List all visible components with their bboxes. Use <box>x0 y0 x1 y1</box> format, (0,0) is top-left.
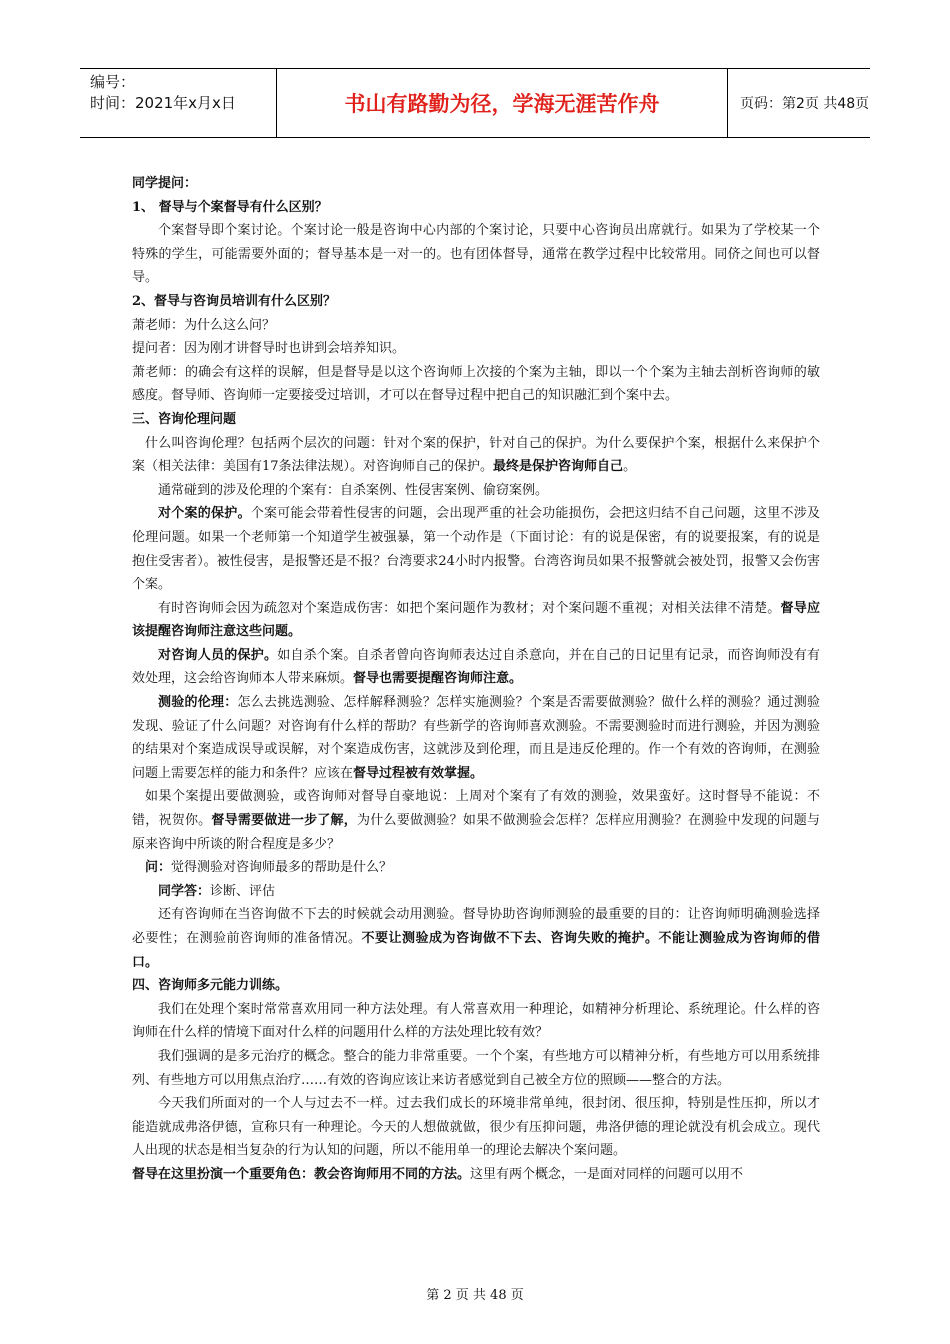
paragraph <box>132 1163 820 1187</box>
paragraph: 今天我们所面对的一个人与过去不一样。过去我们成长的环境非常单纯，很封闭、很压抑，特别是性压抑，所以才能造就成弗洛伊德，宣称只有一种理论。今天的人想做就做，很少有压抑问题，弗洛伊德的理论就没有机会成立。现代人出现的状态是相当复杂的行为认知的问题，所以不能用单一的理论去解决个案问题。 <box>132 1096 820 1159</box>
paragraph <box>132 432 820 479</box>
header-motto-cell <box>276 69 728 137</box>
emphasis-text: 最终是保护咨询师自己 <box>493 459 624 475</box>
emphasis-text: 督导需要做进一步了解， <box>211 813 358 829</box>
paragraph <box>132 785 820 856</box>
header-page-info: 页码：第2页 共48页 <box>740 96 870 112</box>
section-heading: 三、咨询伦理问题 <box>132 411 237 427</box>
header-meta <box>80 69 276 137</box>
paragraph <box>132 880 820 904</box>
emphasis-text: 同学答： <box>158 883 211 899</box>
text-run: 。 <box>623 459 637 475</box>
question-heading: 1、 督导与个案督导有什么区别？ <box>132 199 328 215</box>
emphasis-text: 问： <box>145 860 172 876</box>
emphasis-text: 督导过程被有效掌握。 <box>353 765 484 781</box>
page-header <box>80 68 870 138</box>
paragraph: 个案督导即个案讨论。个案讨论一般是咨询中心内部的个案讨论，只要中心咨询员出席就行。如果为了学校某一个特殊的学生，可能需要外面的；督导基本是一对一的。也有团体督导，通常在教学过程中比较常用。同侪之间也可以督导。 <box>132 223 820 286</box>
text-run: 什么叫咨询伦理？包括两个层次的问题：针对个案的保护，针对自己的保护。为什么要保护个案，根据什么来保护个案（相关法律：美国有17条法律法规）。对咨询师自己的保护。 <box>132 435 820 475</box>
emphasis-text: 督导应该提醒咨询师注意这些问题。 <box>132 600 820 640</box>
text-run: 觉得测验对咨询师最多的帮助是什么？ <box>171 860 393 876</box>
paragraph <box>132 856 820 880</box>
page-footer: 第 2 页 共 48 页 <box>426 1288 524 1303</box>
text-run: 诊断、评估 <box>210 883 276 899</box>
emphasis-text: 不要让测验成为咨询做不下去、咨询失败的掩护。不能让测验成为咨询师的借口。 <box>132 931 820 970</box>
text-run: 为什么要做测验？如果不做测验会怎样？怎样应用测验？在测验中发现的问题与原来咨询中所谈的附合程度是多少？ <box>132 813 820 852</box>
header-motto: 书山有路勤为径，学海无涯苦作舟 <box>344 92 660 116</box>
document-body <box>132 172 820 1187</box>
emphasis-text: 督导也需要提醒咨询师注意。 <box>353 671 523 687</box>
text-run: 还有咨询师在当咨询做不下去的时候就会动用测验。督导协助咨询师测验的最重要的目的：让咨询师明确测验选择必要性；在测验前咨询师的准备情况。 <box>132 907 820 946</box>
paragraph: 我们强调的是多元治疗的概念。整合的能力非常重要。一个个案，有些地方可以精神分析，有些地方可以用系统排列、有些地方可以用焦点治疗……有效的咨询应该让来访者感觉到自己被全方位的照顾——整合的方法。 <box>132 1048 820 1088</box>
emphasis-text: 对个案的保护。 <box>158 506 251 522</box>
text-run: 如果个案提出要做测验，或咨询师对督导自豪地说：上周对个案有了有效的测验，效果蛮好。这时督导不能说：不错，祝贺你。 <box>132 789 820 829</box>
paragraph <box>132 644 820 691</box>
doc-number-label: 编号： <box>90 73 136 91</box>
paragraph: 提问者：因为刚才讲督导时也讲到会培养知识。 <box>132 341 406 357</box>
emphasis-text: 对咨询人员的保护。 <box>158 647 278 663</box>
paragraph <box>132 691 820 785</box>
paragraph <box>132 502 820 596</box>
section-heading: 同学提问： <box>132 176 198 191</box>
doc-date-label: 时间：2021年x月x日 <box>90 94 236 112</box>
text-run: 这里有两个概念，一是面对同样的问题可以用不 <box>470 1166 744 1182</box>
emphasis-text: 督导在这里扮演一个重要角色：教会咨询师用不同的方法。 <box>132 1166 471 1182</box>
paragraph: 萧老师：为什么这么问？ <box>132 317 276 333</box>
paragraph <box>132 903 820 974</box>
paragraph: 萧老师：的确会有这样的误解，但是督导是以这个咨询师上次接的个案为主轴，即以一个个案为主轴去剖析咨询师的敏感度。督导师、咨询师一定要接受过培训，才可以在督导过程中把自己的知识融汇到个案中去。 <box>132 364 820 404</box>
emphasis-text: 测验的伦理： <box>158 695 238 711</box>
section-heading: 四、咨询师多元能力训练。 <box>132 978 289 994</box>
text-run: 如自杀个案。自杀者曾向咨询师表达过自杀意向，并在自己的日记里有记录，而咨询师没有有效处理，这会给咨询师本人带来麻烦。 <box>132 647 820 687</box>
text-run: 有时咨询师会因为疏忽对个案造成伤害：如把个案问题作为教材；对个案问题不重视；对相关法律不清楚。 <box>158 600 781 616</box>
paragraph: 通常碰到的涉及伦理的个案有：自杀案例、性侵害案例、偷窃案例。 <box>158 482 549 498</box>
paragraph: 我们在处理个案时常常喜欢用同一种方法处理。有人常喜欢用一种理论，如精神分析理论、系统理论。什么样的咨询师在什么样的情境下面对什么样的问题用什么样的方法处理比较有效？ <box>132 1001 820 1041</box>
paragraph <box>132 597 820 644</box>
text-run: 个案可能会带着性侵害的问题，会出现严重的社会功能损伤，会把这归结不自己问题，这里不涉及伦理问题。如果一个老师第一个知道学生被强暴，第一个动作是（下面讨论：有的说是保密，有的说要报案，有的说是抱住受害者）。被性侵害，是报警还是不报？台湾要求24小时内报警。台湾咨询员如果不报警就会被处罚，报警又会伤害个案。 <box>132 506 820 593</box>
text-run: 怎么去挑选测验、怎样解释测验？怎样实施测验？个案是否需要做测验？做什么样的测验？通过测验发现、验证了什么问题？对咨询有什么样的帮助？有些新学的咨询师喜欢测验。不需要测验时而进行测验，并因为测验的结果对个案造成误导或误解，对个案造成伤害，这就涉及到伦理，而且是违反伦理的。作一个有效的咨询师，在测验问题上需要怎样的能力和条件？应该在 <box>132 695 820 781</box>
question-heading: 2、督导与咨询员培训有什么区别？ <box>132 293 337 309</box>
